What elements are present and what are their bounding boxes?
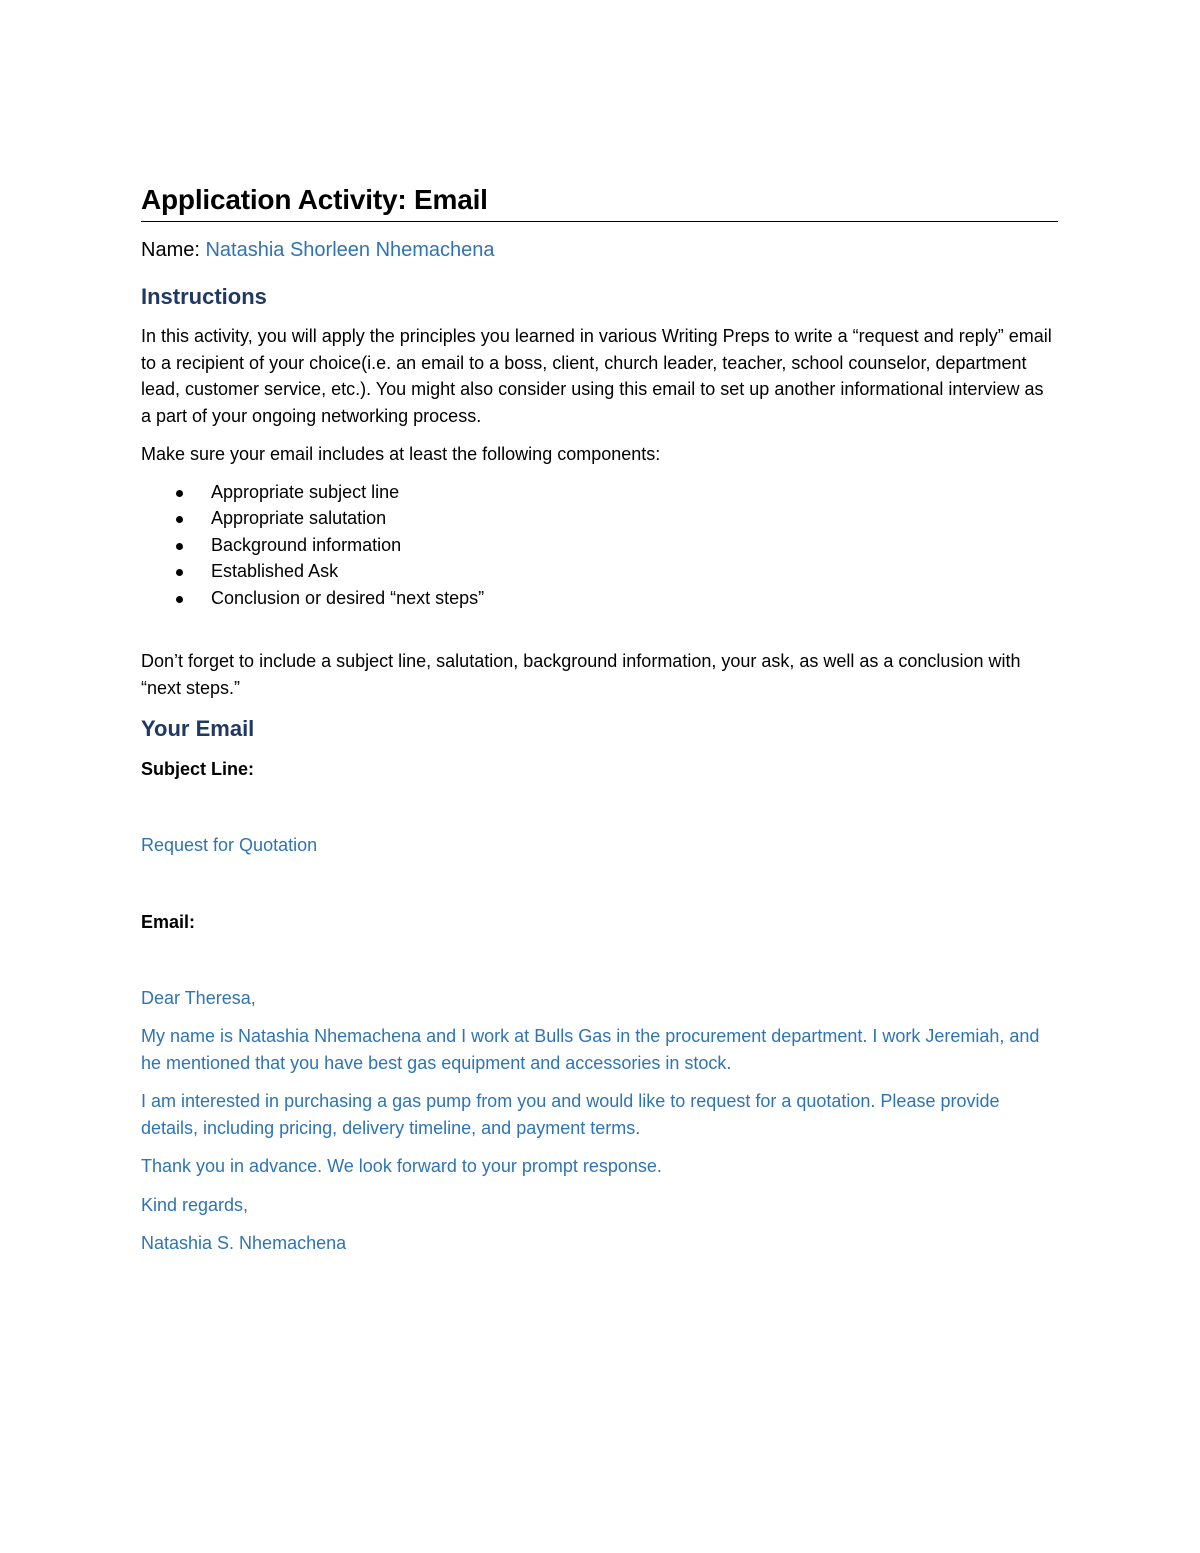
- your-email-heading: Your Email: [141, 716, 255, 741]
- document-page: [141, 182, 1058, 1257]
- list-item-label: Conclusion or desired “next steps”: [211, 587, 485, 608]
- email-paragraph-thanks: Thank you in advance. We look forward to your prompt response.: [141, 1156, 662, 1176]
- subject-line-label: Subject Line:: [141, 759, 255, 779]
- email-salutation: Dear Theresa,: [141, 987, 256, 1008]
- name-value: Natashia Shorleen Nhemachena: [205, 239, 495, 261]
- bullet-dot-icon: [176, 569, 183, 576]
- list-item: [141, 505, 1058, 532]
- components-intro: Make sure your email includes at least the following components:: [141, 444, 661, 464]
- bullet-dot-icon: [176, 490, 183, 497]
- name-line: [141, 236, 1058, 264]
- list-item-label: Established Ask: [211, 561, 339, 581]
- subject-line-value: Request for Quotation: [141, 835, 318, 855]
- bullet-dot-icon: [176, 596, 183, 603]
- email-label: Email:: [141, 911, 196, 932]
- email-paragraph-intro: My name is Natashia Nhemachena and I work at Bulls Gas in the procurement department. I work Jeremiah, and he mentioned that you have best gas equipment and accessories in stock.: [141, 1026, 1040, 1073]
- email-paragraph-request: I am interested in purchasing a gas pump from you and would like to request for a quotation. Please provide details, including pricing, delivery timeline, and payment terms.: [141, 1091, 1000, 1138]
- email-signature: Natashia S. Nhemachena: [141, 1233, 347, 1253]
- list-item: [141, 479, 1058, 506]
- name-label: Name:: [141, 239, 200, 261]
- list-item: [141, 585, 1058, 612]
- list-item-label: Background information: [211, 534, 402, 555]
- bullet-dot-icon: [176, 543, 183, 550]
- list-item-label: Appropriate salutation: [211, 508, 387, 528]
- list-item: [141, 532, 1058, 559]
- bullet-dot-icon: [176, 516, 183, 523]
- instructions-paragraph: In this activity, you will apply the principles you learned in various Writing Preps to write a “request and reply” email to a recipient of your choice(i.e. an email to a boss, client, church leader, teacher, school counselor, department lead, customer service, etc.). You might also consider using this email to set up another informational interview as a part of your ongoing networking process.: [141, 326, 1052, 426]
- instructions-heading: Instructions: [141, 284, 267, 309]
- components-list: [141, 479, 1058, 612]
- email-closing: Kind regards,: [141, 1194, 249, 1215]
- list-item-label: Appropriate subject line: [211, 481, 400, 502]
- list-item: [141, 558, 1058, 585]
- reminder-paragraph: Don’t forget to include a subject line, salutation, background information, your ask, as well as a conclusion with “next steps.”: [141, 651, 1021, 698]
- page-title: Application Activity: Email: [141, 182, 1058, 222]
